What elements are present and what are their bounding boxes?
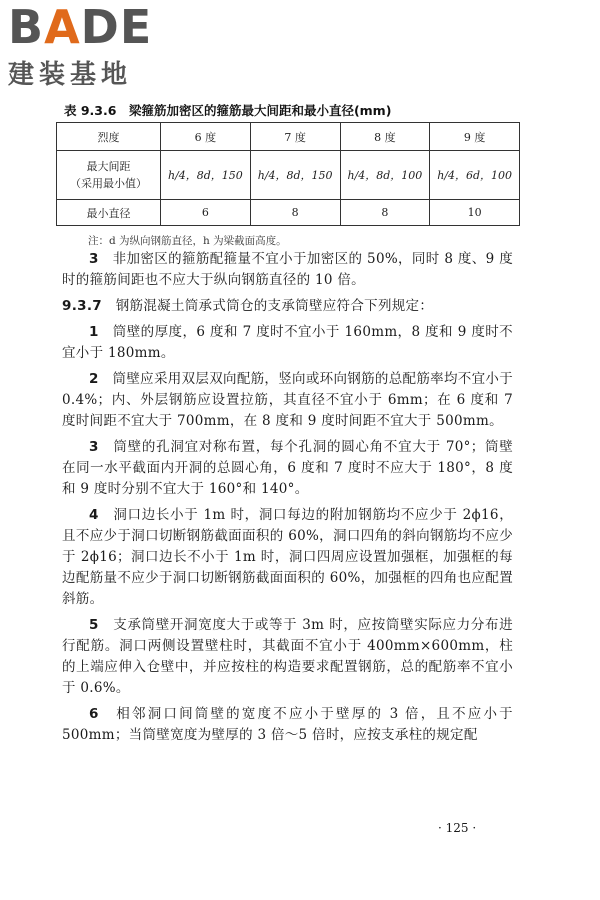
document-body	[62, 249, 513, 751]
row-label: 最小直径	[57, 200, 161, 226]
table-note: 注：d 为纵向钢筋直径，h 为梁截面高度。	[88, 235, 287, 247]
table-cell: h/4，6d，100	[430, 151, 520, 200]
clause-paragraph: 3 非加密区的箍筋配箍量不宜小于加密区的 50%，同时 8 度、9 度时的箍筋间距也不应大于纵向钢筋直径的 10 倍。	[62, 251, 513, 288]
table-cell: 8	[340, 200, 430, 226]
table-row-min-diameter	[57, 200, 520, 226]
clause-paragraph: 1 筒壁的厚度，6 度和 7 度时不宜小于 160mm，8 度和 9 度时不宜小于 180mm。	[62, 324, 513, 361]
table-cell: h/4，8d，100	[340, 151, 430, 200]
table-cell: h/4，8d，150	[161, 151, 251, 200]
table-cell: 8	[250, 200, 340, 226]
clause-paragraph: 3 筒壁的孔洞宜对称布置，每个孔洞的圆心角不宜大于 70°；筒壁在同一水平截面内开洞的总圆心角，6 度和 7 度时不应大于 180°，8 度和 9 度时分别不宜大于 160°和 140°。	[62, 439, 513, 497]
header-cell: 9 度	[430, 123, 520, 151]
header-cell: 烈度	[57, 123, 161, 151]
section-heading: 9.3.7 钢筋混凝土筒承式筒仓的支承筒壁应符合下列规定：	[62, 298, 434, 314]
brand-logo	[8, 0, 153, 91]
table-cell: 10	[430, 200, 520, 226]
logo-subtitle: 建装基地	[8, 60, 133, 90]
clause-paragraph: 4 洞口边长小于 1m 时，洞口每边的附加钢筋均不应少于 2ϕ16，且不应少于洞口切断钢筋截面面积的 60%，洞口四角的斜向钢筋均不应少于 2ϕ16；洞口边长不小于 1m 时，洞口四周应设置加强框，加强框的每边配筋量不应少于洞口切断钢筋截面面积的 60%，加强框的四角也应配置斜筋。	[62, 507, 513, 607]
clause-paragraph: 2 筒壁应采用双层双向配筋，竖向或环向钢筋的总配筋率均不宜小于 0.4%；内、外层钢筋应设置拉筋，其直径不宜小于 6mm；在 6 度和 7 度时间距不宜大于 700mm，在 8 度和 9 度时间距不宜大于 500mm。	[62, 371, 513, 429]
clause-paragraph: 5 支承筒壁开洞宽度大于或等于 3m 时，应按筒壁实际应力分布进行配筋。洞口两侧设置壁柱时，其截面不宜小于 400mm×600mm，柱的上端应伸入仓壁中，并应按柱的构造要求配置钢筋，总的配筋率不宜小于 0.6%。	[62, 617, 513, 696]
page-number: · 125 ·	[438, 821, 477, 835]
stirrup-spec-table	[56, 122, 520, 226]
header-cell: 8 度	[340, 123, 430, 151]
header-cell: 6 度	[161, 123, 251, 151]
table-cell: h/4，8d，150	[250, 151, 340, 200]
table-cell: 6	[161, 200, 251, 226]
row-label: 最大间距 （采用最小值）	[57, 151, 161, 200]
table-title: 表 9.3.6 梁箍筋加密区的箍筋最大间距和最小直径(mm)	[64, 103, 392, 118]
logo-wordmark: BADE	[8, 0, 153, 54]
table-header-row	[57, 123, 520, 151]
header-cell: 7 度	[250, 123, 340, 151]
clause-paragraph: 6 相邻洞口间筒壁的宽度不应小于壁厚的 3 倍，且不应小于 500mm；当筒壁宽度为壁厚的 3 倍～5 倍时，应按支承柱的规定配	[62, 706, 513, 743]
table-row-max-spacing	[57, 151, 520, 200]
